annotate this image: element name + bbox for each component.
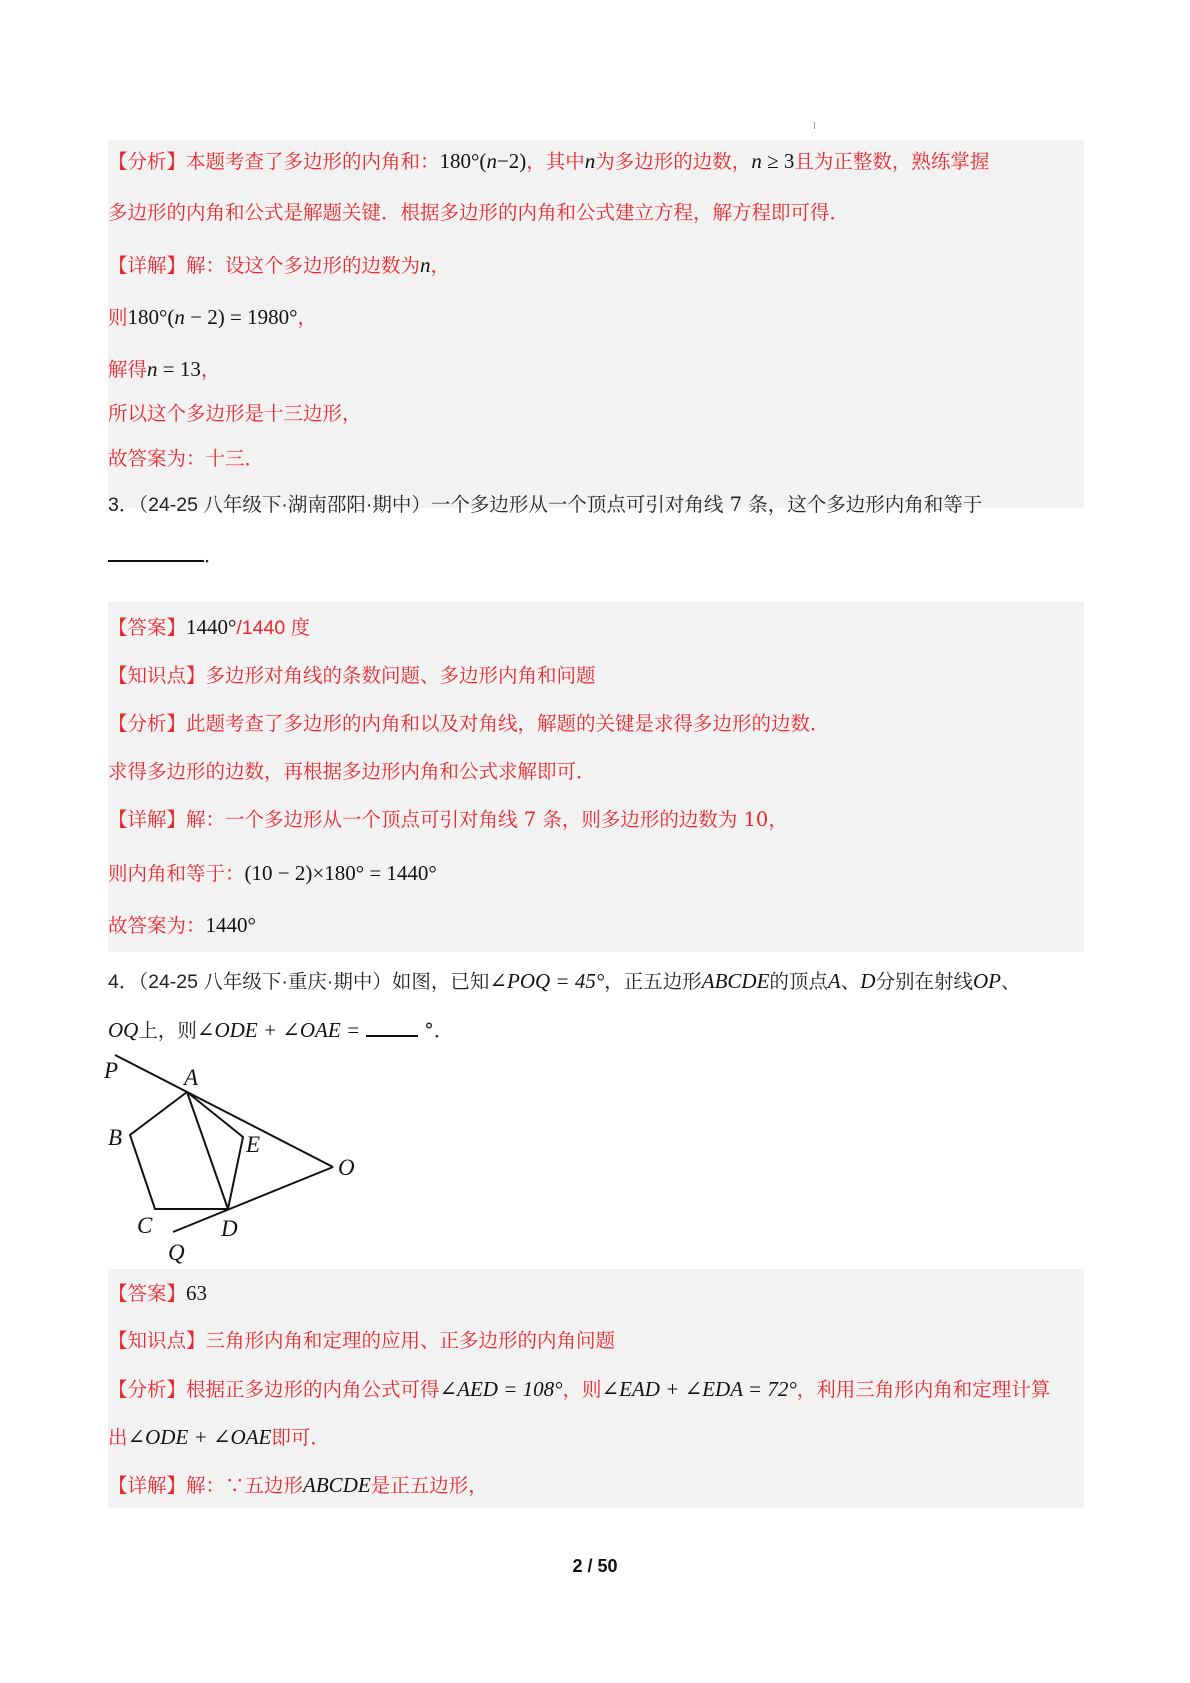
detail-tag: 【详解】 bbox=[108, 1474, 187, 1497]
answer-tag: 【答案】 bbox=[108, 616, 187, 639]
label-a: A bbox=[184, 1065, 199, 1090]
equation: n = 13 bbox=[147, 357, 201, 381]
analysis-tag: 【分析】 bbox=[108, 712, 187, 735]
q2-analysis-line1: 【分析】本题考查了多边形的内角和：180°(n−2)，其中n为多边形的边数，n ≥ 3且为正整数，熟练掌握 bbox=[108, 149, 990, 173]
q2-detail-line4: 所以这个多边形是十三边形， bbox=[108, 402, 362, 425]
question-4-stem-line2: OQ上，则∠ODE + ∠OAE = °． bbox=[108, 1015, 453, 1044]
formula: 180°(n−2) bbox=[439, 149, 527, 173]
knowledge-tag: 【知识点】 bbox=[108, 664, 206, 687]
condition: n ≥ 3 bbox=[751, 149, 795, 173]
page-number: 2 / 50 bbox=[572, 1556, 618, 1576]
q3-knowledge: 【知识点】多边形对角线的条数问题、多边形内角和问题 bbox=[108, 664, 596, 687]
detail-tag: 【详解】 bbox=[108, 808, 187, 831]
analysis-tag: 【分析】 bbox=[108, 150, 187, 173]
ray-op bbox=[115, 1055, 333, 1167]
pentagon-figure bbox=[95, 1050, 355, 1270]
equation: 180°(n − 2) = 1980° bbox=[127, 305, 298, 329]
q3-analysis-line1: 【分析】此题考查了多边形的内角和以及对角线，解题的关键是求得多边形的边数． bbox=[108, 712, 830, 735]
q3-detail-line2: 则内角和等于：(10 − 2)×180° = 1440° bbox=[108, 861, 437, 885]
pentagon-abcde bbox=[130, 1092, 243, 1209]
label-o: O bbox=[338, 1155, 355, 1180]
ray-oq bbox=[173, 1167, 333, 1232]
label-b: B bbox=[108, 1125, 123, 1150]
detail-tag: 【详解】 bbox=[108, 254, 187, 277]
question-number: 4． bbox=[108, 971, 139, 993]
label-q: Q bbox=[168, 1240, 185, 1265]
q4-answer: 【答案】63 bbox=[108, 1281, 208, 1305]
q3-answer: 【答案】1440°/1440 度 bbox=[108, 615, 311, 639]
q3-detail-line1: 【详解】解：一个多边形从一个顶点可引对角线 7 条，则多边形的边数为 10， bbox=[108, 808, 788, 831]
label-d: D bbox=[221, 1216, 238, 1241]
knowledge-tag: 【知识点】 bbox=[108, 1329, 206, 1352]
q2-detail-line3: 解得n = 13， bbox=[108, 357, 221, 381]
q4-detail-line1: 【详解】解：∵五边形ABCDE是正五边形， bbox=[108, 1473, 488, 1497]
q2-detail-line1: 【详解】解：设这个多边形的边数为n， bbox=[108, 253, 451, 277]
answer-tag: 【答案】 bbox=[108, 1282, 187, 1305]
q3-detail-line3: 故答案为：1440° bbox=[108, 913, 256, 937]
q3-analysis-line2: 求得多边形的边数，再根据多边形内角和公式求解即可． bbox=[108, 760, 596, 783]
q2-detail-line5: 故答案为：十三． bbox=[108, 447, 265, 470]
figure-lines bbox=[115, 1055, 333, 1232]
q2-analysis-line2: 多边形的内角和公式是解题关键．根据多边形的内角和公式建立方程，解方程即可得． bbox=[108, 201, 850, 224]
q4-analysis-line1: 【分析】根据正多边形的内角公式可得∠AED = 108°，则∠EAD + ∠EDA = 72°，利用三角形内角和定理计算 bbox=[108, 1377, 1051, 1401]
question-source: （24-25 八年级下·重庆·期中） bbox=[138, 971, 392, 993]
answer-blank[interactable] bbox=[108, 538, 204, 562]
question-source: （24-25 八年级下·湖南邵阳·期中） bbox=[138, 494, 431, 516]
label-e: E bbox=[246, 1132, 261, 1157]
question-3-blank-line: ． bbox=[108, 538, 224, 569]
question-3-stem: 3．（24-25 八年级下·湖南邵阳·期中）一个多边形从一个顶点可引对角线 7 条，这个多边形内角和等于 bbox=[108, 493, 983, 516]
question-4-stem-line1: 4．（24-25 八年级下·重庆·期中）如图，已知∠POQ = 45°，正五边形ABCDE的顶点A、D分别在射线OP、 bbox=[108, 969, 1021, 993]
q4-analysis-line2: 出∠ODE + ∠OAE即可． bbox=[108, 1425, 330, 1449]
question-number: 3． bbox=[108, 494, 139, 516]
label-c: C bbox=[137, 1213, 153, 1238]
q4-knowledge: 【知识点】三角形内角和定理的应用、正多边形的内角问题 bbox=[108, 1329, 616, 1352]
label-p: P bbox=[104, 1058, 119, 1083]
answer-blank[interactable] bbox=[366, 1015, 418, 1037]
q2-detail-line2: 则180°(n − 2) = 1980°， bbox=[108, 305, 318, 329]
header-mark bbox=[814, 122, 815, 129]
analysis-tag: 【分析】 bbox=[108, 1378, 187, 1401]
